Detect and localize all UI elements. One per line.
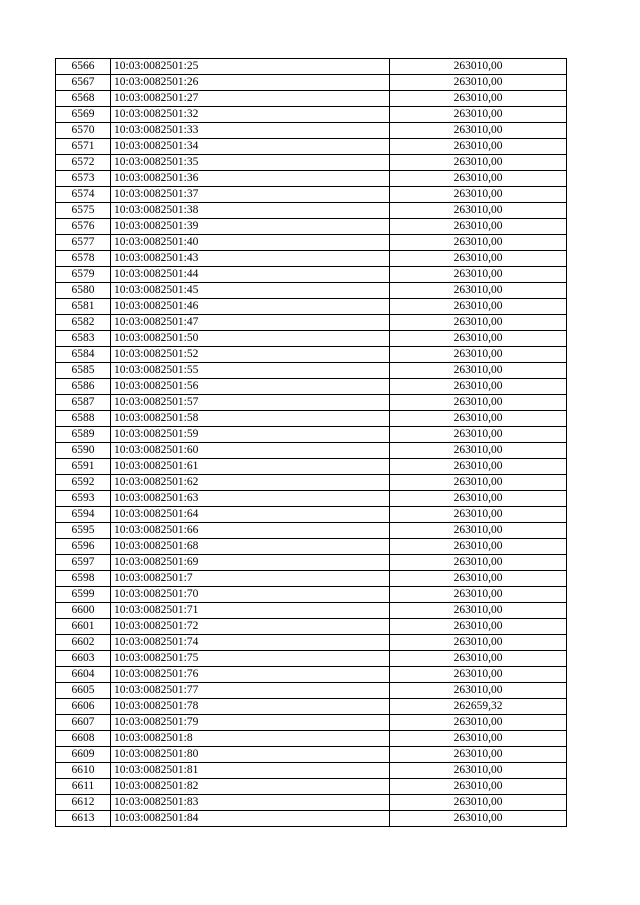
row-number-cell: 6583 bbox=[56, 331, 111, 347]
cadastral-number-cell: 10:03:0082501:70 bbox=[111, 587, 390, 603]
cadastral-number-cell: 10:03:0082501:83 bbox=[111, 795, 390, 811]
cadastral-number-cell: 10:03:0082501:56 bbox=[111, 379, 390, 395]
cadastral-value-cell: 263010,00 bbox=[390, 763, 567, 779]
table-row bbox=[56, 715, 567, 731]
table-row bbox=[56, 395, 567, 411]
row-number-cell: 6601 bbox=[56, 619, 111, 635]
row-number-cell: 6600 bbox=[56, 603, 111, 619]
cadastral-number-cell: 10:03:0082501:71 bbox=[111, 603, 390, 619]
cadastral-value-cell: 263010,00 bbox=[390, 299, 567, 315]
table-row bbox=[56, 507, 567, 523]
table-row bbox=[56, 155, 567, 171]
table-row bbox=[56, 123, 567, 139]
cadastral-value-cell: 263010,00 bbox=[390, 459, 567, 475]
row-number-cell: 6595 bbox=[56, 523, 111, 539]
cadastral-number-cell: 10:03:0082501:46 bbox=[111, 299, 390, 315]
cadastral-number-cell: 10:03:0082501:61 bbox=[111, 459, 390, 475]
table-row bbox=[56, 315, 567, 331]
row-number-cell: 6568 bbox=[56, 91, 111, 107]
row-number-cell: 6597 bbox=[56, 555, 111, 571]
cadastral-number-cell: 10:03:0082501:26 bbox=[111, 75, 390, 91]
cadastral-number-cell: 10:03:0082501:52 bbox=[111, 347, 390, 363]
cadastral-number-cell: 10:03:0082501:32 bbox=[111, 107, 390, 123]
row-number-cell: 6585 bbox=[56, 363, 111, 379]
table-row bbox=[56, 299, 567, 315]
row-number-cell: 6567 bbox=[56, 75, 111, 91]
table-row bbox=[56, 683, 567, 699]
row-number-cell: 6592 bbox=[56, 475, 111, 491]
table-row bbox=[56, 235, 567, 251]
cadastral-value-cell: 263010,00 bbox=[390, 91, 567, 107]
row-number-cell: 6576 bbox=[56, 219, 111, 235]
cadastral-number-cell: 10:03:0082501:74 bbox=[111, 635, 390, 651]
cadastral-value-cell: 263010,00 bbox=[390, 715, 567, 731]
cadastral-value-cell: 263010,00 bbox=[390, 587, 567, 603]
cadastral-value-cell: 263010,00 bbox=[390, 651, 567, 667]
cadastral-number-cell: 10:03:0082501:81 bbox=[111, 763, 390, 779]
table-row bbox=[56, 539, 567, 555]
table-row bbox=[56, 763, 567, 779]
table-row bbox=[56, 75, 567, 91]
cadastral-value-cell: 263010,00 bbox=[390, 507, 567, 523]
cadastral-number-cell: 10:03:0082501:47 bbox=[111, 315, 390, 331]
table-row bbox=[56, 411, 567, 427]
cadastral-number-cell: 10:03:0082501:80 bbox=[111, 747, 390, 763]
cadastral-value-cell: 263010,00 bbox=[390, 155, 567, 171]
table-row bbox=[56, 187, 567, 203]
cadastral-number-cell: 10:03:0082501:33 bbox=[111, 123, 390, 139]
table-row bbox=[56, 459, 567, 475]
cadastral-value-cell: 263010,00 bbox=[390, 523, 567, 539]
cadastral-number-cell: 10:03:0082501:57 bbox=[111, 395, 390, 411]
row-number-cell: 6613 bbox=[56, 811, 111, 827]
cadastral-number-cell: 10:03:0082501:39 bbox=[111, 219, 390, 235]
cadastral-number-cell: 10:03:0082501:59 bbox=[111, 427, 390, 443]
cadastral-value-cell: 263010,00 bbox=[390, 683, 567, 699]
row-number-cell: 6582 bbox=[56, 315, 111, 331]
cadastral-number-cell: 10:03:0082501:40 bbox=[111, 235, 390, 251]
row-number-cell: 6604 bbox=[56, 667, 111, 683]
cadastral-value-cell: 263010,00 bbox=[390, 747, 567, 763]
table-row bbox=[56, 107, 567, 123]
row-number-cell: 6589 bbox=[56, 427, 111, 443]
cadastral-value-cell: 263010,00 bbox=[390, 363, 567, 379]
cadastral-number-cell: 10:03:0082501:63 bbox=[111, 491, 390, 507]
cadastral-number-cell: 10:03:0082501:68 bbox=[111, 539, 390, 555]
cadastral-number-cell: 10:03:0082501:50 bbox=[111, 331, 390, 347]
cadastral-value-cell: 263010,00 bbox=[390, 555, 567, 571]
table-row bbox=[56, 379, 567, 395]
table-row bbox=[56, 587, 567, 603]
table-row bbox=[56, 571, 567, 587]
row-number-cell: 6602 bbox=[56, 635, 111, 651]
cadastral-value-cell: 263010,00 bbox=[390, 603, 567, 619]
table-row bbox=[56, 523, 567, 539]
cadastral-value-table bbox=[55, 58, 567, 827]
table-row bbox=[56, 59, 567, 75]
cadastral-number-cell: 10:03:0082501:7 bbox=[111, 571, 390, 587]
cadastral-number-cell: 10:03:0082501:55 bbox=[111, 363, 390, 379]
row-number-cell: 6580 bbox=[56, 283, 111, 299]
table-row bbox=[56, 139, 567, 155]
table-row bbox=[56, 91, 567, 107]
table-row bbox=[56, 779, 567, 795]
cadastral-number-cell: 10:03:0082501:64 bbox=[111, 507, 390, 523]
cadastral-number-cell: 10:03:0082501:43 bbox=[111, 251, 390, 267]
table-row bbox=[56, 555, 567, 571]
table-row bbox=[56, 747, 567, 763]
row-number-cell: 6609 bbox=[56, 747, 111, 763]
cadastral-number-cell: 10:03:0082501:27 bbox=[111, 91, 390, 107]
cadastral-value-cell: 263010,00 bbox=[390, 171, 567, 187]
cadastral-value-cell: 263010,00 bbox=[390, 283, 567, 299]
cadastral-value-cell: 263010,00 bbox=[390, 107, 567, 123]
cadastral-value-cell: 262659,32 bbox=[390, 699, 567, 715]
cadastral-number-cell: 10:03:0082501:82 bbox=[111, 779, 390, 795]
row-number-cell: 6594 bbox=[56, 507, 111, 523]
cadastral-value-cell: 263010,00 bbox=[390, 235, 567, 251]
cadastral-number-cell: 10:03:0082501:77 bbox=[111, 683, 390, 699]
row-number-cell: 6596 bbox=[56, 539, 111, 555]
row-number-cell: 6603 bbox=[56, 651, 111, 667]
table-row bbox=[56, 427, 567, 443]
cadastral-number-cell: 10:03:0082501:35 bbox=[111, 155, 390, 171]
cadastral-number-cell: 10:03:0082501:36 bbox=[111, 171, 390, 187]
table-row bbox=[56, 731, 567, 747]
cadastral-value-cell: 263010,00 bbox=[390, 571, 567, 587]
cadastral-value-cell: 263010,00 bbox=[390, 379, 567, 395]
table-row bbox=[56, 603, 567, 619]
table-row bbox=[56, 635, 567, 651]
row-number-cell: 6575 bbox=[56, 203, 111, 219]
cadastral-number-cell: 10:03:0082501:45 bbox=[111, 283, 390, 299]
row-number-cell: 6591 bbox=[56, 459, 111, 475]
cadastral-number-cell: 10:03:0082501:79 bbox=[111, 715, 390, 731]
row-number-cell: 6577 bbox=[56, 235, 111, 251]
row-number-cell: 6611 bbox=[56, 779, 111, 795]
cadastral-value-cell: 263010,00 bbox=[390, 219, 567, 235]
cadastral-value-cell: 263010,00 bbox=[390, 443, 567, 459]
table-row bbox=[56, 363, 567, 379]
cadastral-number-cell: 10:03:0082501:75 bbox=[111, 651, 390, 667]
table-row bbox=[56, 171, 567, 187]
row-number-cell: 6607 bbox=[56, 715, 111, 731]
cadastral-number-cell: 10:03:0082501:60 bbox=[111, 443, 390, 459]
row-number-cell: 6598 bbox=[56, 571, 111, 587]
cadastral-value-cell: 263010,00 bbox=[390, 267, 567, 283]
row-number-cell: 6570 bbox=[56, 123, 111, 139]
table-body bbox=[56, 59, 567, 827]
cadastral-value-cell: 263010,00 bbox=[390, 347, 567, 363]
row-number-cell: 6569 bbox=[56, 107, 111, 123]
cadastral-value-cell: 263010,00 bbox=[390, 123, 567, 139]
cadastral-number-cell: 10:03:0082501:72 bbox=[111, 619, 390, 635]
row-number-cell: 6571 bbox=[56, 139, 111, 155]
row-number-cell: 6574 bbox=[56, 187, 111, 203]
cadastral-number-cell: 10:03:0082501:25 bbox=[111, 59, 390, 75]
row-number-cell: 6581 bbox=[56, 299, 111, 315]
cadastral-value-cell: 263010,00 bbox=[390, 75, 567, 91]
table-row bbox=[56, 667, 567, 683]
cadastral-value-cell: 263010,00 bbox=[390, 187, 567, 203]
table-row bbox=[56, 267, 567, 283]
row-number-cell: 6610 bbox=[56, 763, 111, 779]
cadastral-value-cell: 263010,00 bbox=[390, 395, 567, 411]
cadastral-number-cell: 10:03:0082501:44 bbox=[111, 267, 390, 283]
cadastral-value-cell: 263010,00 bbox=[390, 811, 567, 827]
cadastral-value-cell: 263010,00 bbox=[390, 795, 567, 811]
cadastral-value-cell: 263010,00 bbox=[390, 411, 567, 427]
table-row bbox=[56, 651, 567, 667]
row-number-cell: 6572 bbox=[56, 155, 111, 171]
cadastral-value-cell: 263010,00 bbox=[390, 427, 567, 443]
cadastral-number-cell: 10:03:0082501:69 bbox=[111, 555, 390, 571]
cadastral-value-cell: 263010,00 bbox=[390, 779, 567, 795]
table-row bbox=[56, 491, 567, 507]
table-row bbox=[56, 475, 567, 491]
row-number-cell: 6612 bbox=[56, 795, 111, 811]
row-number-cell: 6606 bbox=[56, 699, 111, 715]
table-row bbox=[56, 331, 567, 347]
cadastral-value-cell: 263010,00 bbox=[390, 635, 567, 651]
cadastral-number-cell: 10:03:0082501:76 bbox=[111, 667, 390, 683]
table-row bbox=[56, 443, 567, 459]
row-number-cell: 6578 bbox=[56, 251, 111, 267]
row-number-cell: 6579 bbox=[56, 267, 111, 283]
cadastral-number-cell: 10:03:0082501:58 bbox=[111, 411, 390, 427]
row-number-cell: 6566 bbox=[56, 59, 111, 75]
row-number-cell: 6573 bbox=[56, 171, 111, 187]
row-number-cell: 6593 bbox=[56, 491, 111, 507]
cadastral-number-cell: 10:03:0082501:66 bbox=[111, 523, 390, 539]
cadastral-value-cell: 263010,00 bbox=[390, 491, 567, 507]
table-row bbox=[56, 699, 567, 715]
cadastral-value-cell: 263010,00 bbox=[390, 139, 567, 155]
cadastral-value-cell: 263010,00 bbox=[390, 539, 567, 555]
row-number-cell: 6588 bbox=[56, 411, 111, 427]
row-number-cell: 6590 bbox=[56, 443, 111, 459]
row-number-cell: 6586 bbox=[56, 379, 111, 395]
table-row bbox=[56, 811, 567, 827]
table-row bbox=[56, 619, 567, 635]
cadastral-value-cell: 263010,00 bbox=[390, 731, 567, 747]
cadastral-value-cell: 263010,00 bbox=[390, 251, 567, 267]
cadastral-number-cell: 10:03:0082501:37 bbox=[111, 187, 390, 203]
cadastral-value-cell: 263010,00 bbox=[390, 475, 567, 491]
cadastral-number-cell: 10:03:0082501:8 bbox=[111, 731, 390, 747]
row-number-cell: 6584 bbox=[56, 347, 111, 363]
cadastral-value-cell: 263010,00 bbox=[390, 315, 567, 331]
cadastral-number-cell: 10:03:0082501:78 bbox=[111, 699, 390, 715]
cadastral-number-cell: 10:03:0082501:34 bbox=[111, 139, 390, 155]
row-number-cell: 6605 bbox=[56, 683, 111, 699]
cadastral-value-cell: 263010,00 bbox=[390, 667, 567, 683]
table-row bbox=[56, 203, 567, 219]
table-row bbox=[56, 347, 567, 363]
cadastral-value-cell: 263010,00 bbox=[390, 619, 567, 635]
cadastral-number-cell: 10:03:0082501:62 bbox=[111, 475, 390, 491]
cadastral-value-cell: 263010,00 bbox=[390, 331, 567, 347]
row-number-cell: 6587 bbox=[56, 395, 111, 411]
row-number-cell: 6608 bbox=[56, 731, 111, 747]
table-row bbox=[56, 219, 567, 235]
cadastral-value-cell: 263010,00 bbox=[390, 59, 567, 75]
cadastral-number-cell: 10:03:0082501:84 bbox=[111, 811, 390, 827]
cadastral-number-cell: 10:03:0082501:38 bbox=[111, 203, 390, 219]
cadastral-value-cell: 263010,00 bbox=[390, 203, 567, 219]
table-row bbox=[56, 795, 567, 811]
table-row bbox=[56, 283, 567, 299]
table-row bbox=[56, 251, 567, 267]
row-number-cell: 6599 bbox=[56, 587, 111, 603]
